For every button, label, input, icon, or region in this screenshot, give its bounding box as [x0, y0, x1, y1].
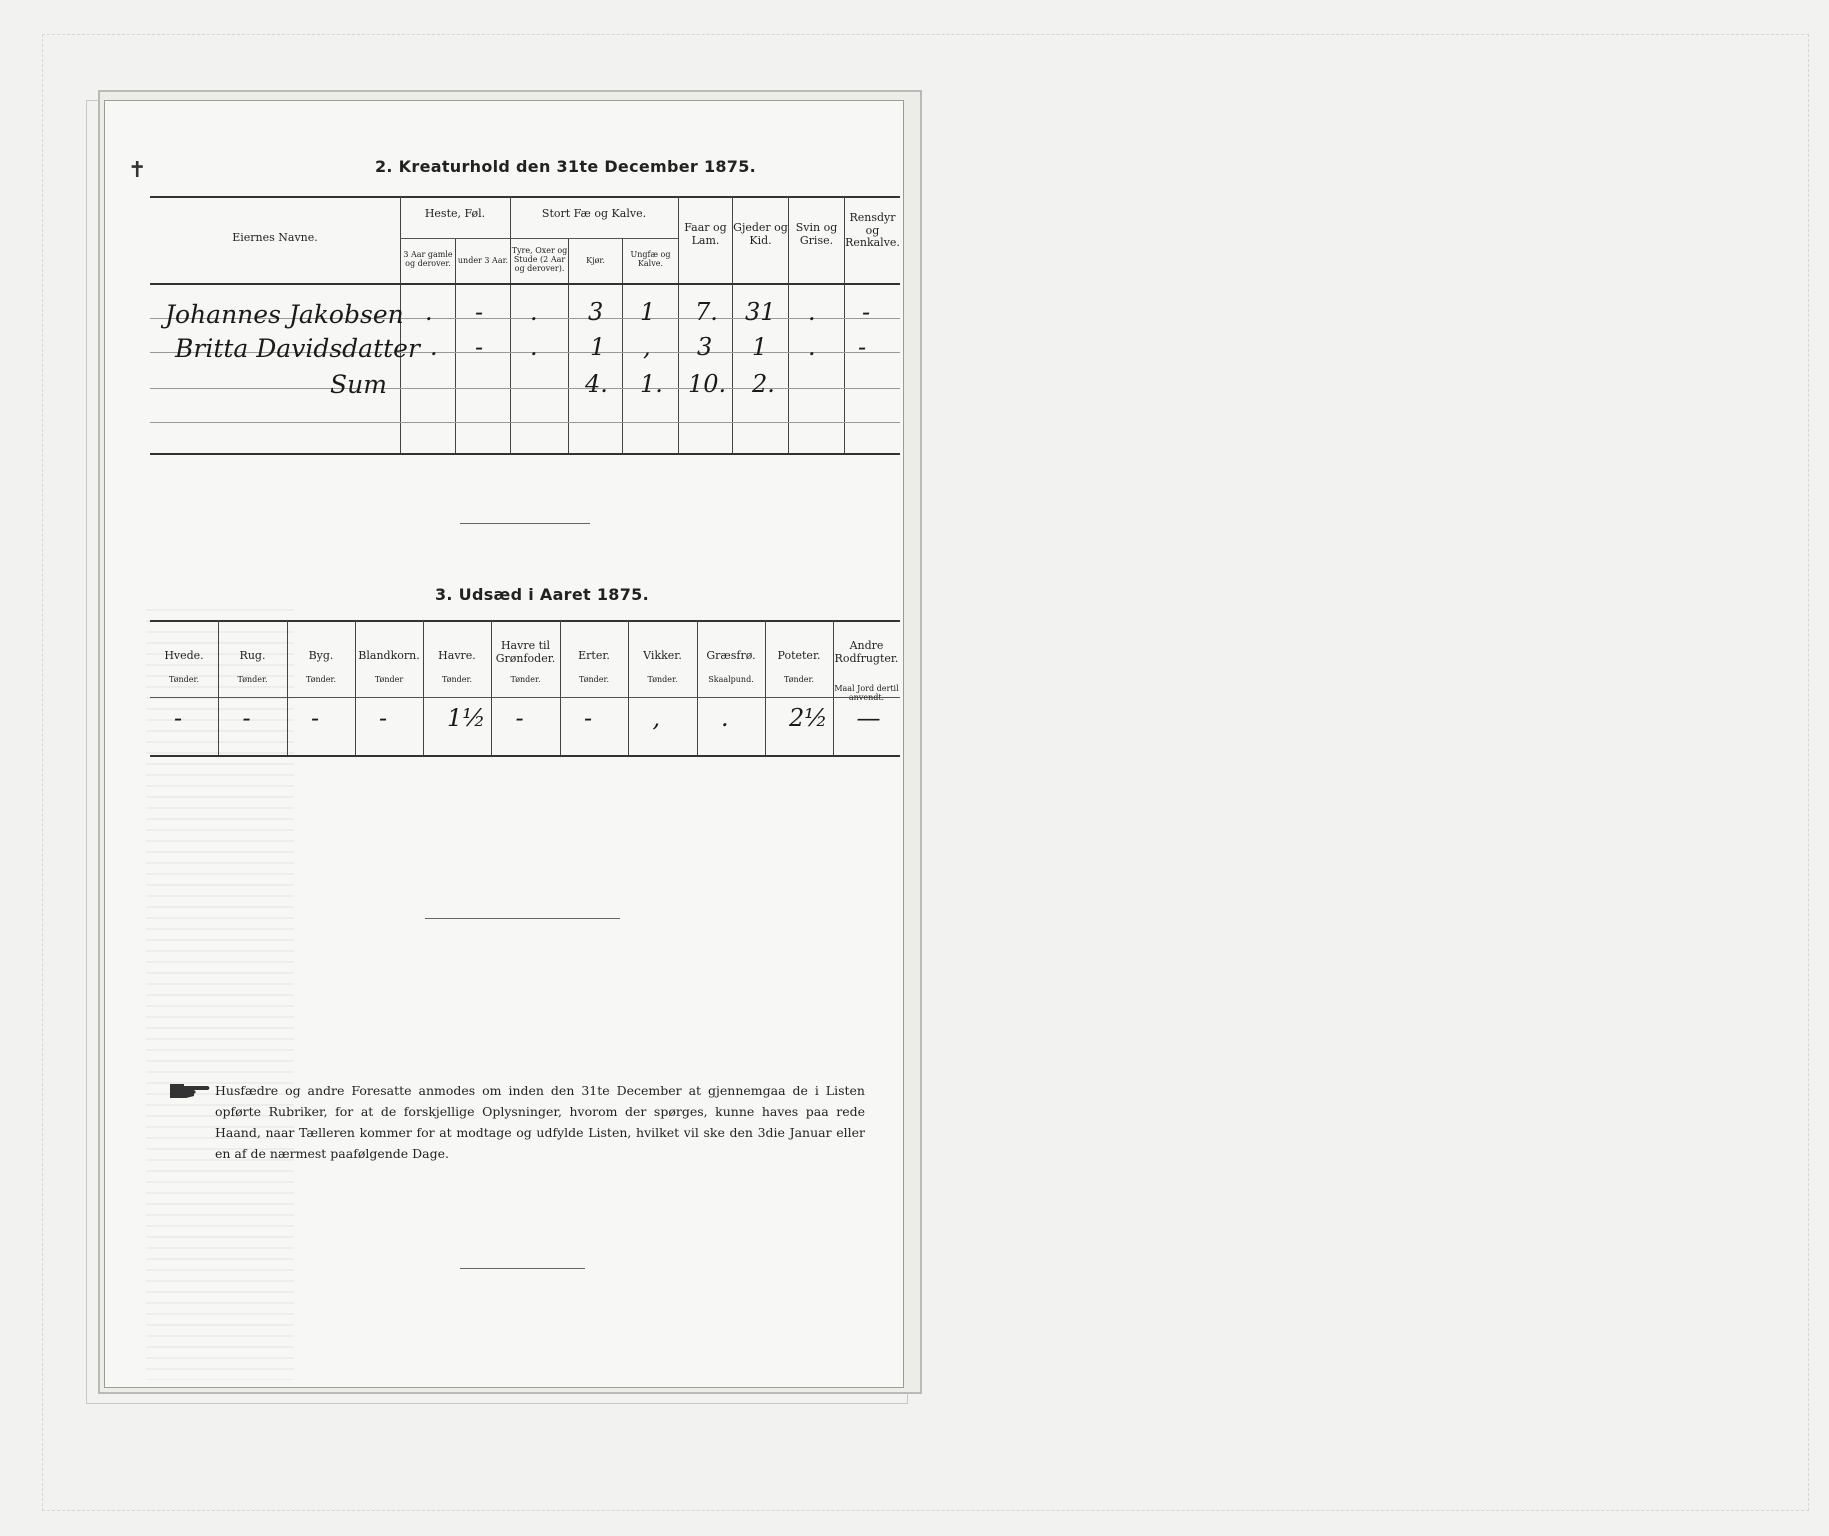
- seed-value: 2½: [789, 704, 828, 732]
- owner-name: Johannes Jakobsen: [165, 300, 404, 329]
- seed-col-unit: Tønder.: [783, 675, 815, 684]
- col-divider: [287, 620, 288, 755]
- cell-value: 31: [745, 298, 776, 326]
- col-divider: [423, 620, 424, 755]
- cell-value: 3: [697, 333, 713, 361]
- cell-value: 1: [640, 298, 656, 326]
- seed-col-header: Rug.: [239, 649, 266, 662]
- reindeer-header: Rensdyr og Renkalve.: [845, 211, 900, 250]
- row-rule: [150, 422, 900, 423]
- bleed-through-text: [146, 600, 294, 1380]
- seed-col-header: Hvede.: [164, 649, 204, 662]
- col-divider: [628, 620, 629, 755]
- seed-col-header: Erter.: [578, 649, 610, 662]
- notice-text: Husfædre og andre Foresatte anmodes om inden den 31te December at gjennemgaa de i Listen opførte Rubriker, for at de forskjellige Oplysninger, hvorom der spørges, kunne haves paa rede Haand, naar Tælleren kommer for at modtage og udfylde Listen, hvilket vil ske den 3die Januar eller en af de nærmest paafølgende Dage.: [215, 1083, 865, 1161]
- seed-col-header: Blandkorn.: [358, 649, 420, 662]
- seed-value: -: [515, 704, 524, 732]
- subheader-rule: [400, 238, 510, 239]
- cell-value: .: [530, 298, 538, 326]
- section3-header-rule: [150, 697, 900, 698]
- sum-label: Sum: [330, 370, 387, 399]
- sum-value: 4.: [585, 370, 608, 398]
- seed-value: -: [242, 704, 251, 732]
- separator: [460, 523, 590, 524]
- seed-value: ,: [652, 704, 661, 732]
- seed-value: -: [584, 704, 593, 732]
- cell-value: -: [475, 298, 484, 326]
- sum-value: 1.: [640, 370, 663, 398]
- seed-col-unit: Tønder.: [647, 675, 678, 684]
- seed-value: -: [174, 704, 183, 732]
- owner-header: Eiernes Navne.: [232, 231, 318, 244]
- seed-col-unit: Tønder.: [578, 675, 610, 684]
- section2-title: 2. Kreaturhold den 31te December 1875.: [375, 157, 757, 176]
- cows-header: Kjør.: [586, 256, 605, 265]
- seed-col-unit: Tønder.: [441, 675, 473, 684]
- cell-value: .: [430, 333, 438, 361]
- cell-value: .: [808, 333, 816, 361]
- owner-name: Britta Davidsdatter: [175, 334, 420, 363]
- seed-value: .: [721, 704, 729, 732]
- horses-header: Heste, Føl.: [424, 207, 486, 220]
- col-divider: [355, 620, 356, 755]
- seed-value: —: [856, 704, 881, 732]
- cell-value: -: [475, 333, 484, 361]
- seed-col-unit: Maal Jord dertil anvendt.: [834, 684, 899, 703]
- cell-value: 3: [588, 298, 604, 326]
- goats-header: Gjeder og Kid.: [733, 221, 788, 247]
- cell-value: 7.: [695, 298, 718, 326]
- col-divider: [765, 620, 766, 755]
- horses-under3-header: under 3 Aar.: [457, 256, 509, 265]
- cell-value: .: [530, 333, 538, 361]
- seed-col-unit: Tønder.: [237, 675, 268, 684]
- row-rule: [150, 388, 900, 389]
- seed-col-header: Andre Rodfrugter.: [834, 639, 899, 665]
- seed-col-unit: Tønder.: [305, 675, 337, 684]
- seed-col-header: Byg.: [308, 649, 334, 662]
- cell-value: ,: [643, 333, 651, 361]
- seed-col-unit: Tønder.: [510, 675, 541, 684]
- col-divider: [697, 620, 698, 755]
- seed-col-header: Græsfrø.: [706, 649, 756, 662]
- sum-value: 10.: [688, 370, 727, 398]
- section3-bottom-rule: [150, 755, 900, 757]
- section3-top-rule: [150, 620, 900, 622]
- seed-col-header: Vikker.: [643, 649, 682, 662]
- seed-value: -: [311, 704, 320, 732]
- cell-value: .: [425, 298, 433, 326]
- section3-title: 3. Udsæd i Aaret 1875.: [435, 585, 649, 604]
- cell-value: 1: [590, 333, 606, 361]
- cell-value: 1: [752, 333, 768, 361]
- separator: [425, 918, 620, 919]
- header-bottom-rule: [150, 283, 900, 285]
- seed-value: -: [379, 704, 388, 732]
- seed-value: 1½: [447, 704, 486, 732]
- seed-col-unit: Tønder.: [168, 675, 200, 684]
- cell-value: .: [808, 298, 816, 326]
- young-header: Ungfæ og Kalve.: [630, 250, 671, 269]
- separator: [460, 1268, 585, 1269]
- cell-value: -: [858, 333, 867, 361]
- margin-mark: ✝: [128, 158, 147, 183]
- sheep-header: Faar og Lam.: [684, 221, 727, 247]
- cell-value: -: [862, 298, 871, 326]
- seed-col-unit: Skaalpund.: [708, 675, 754, 684]
- col-divider: [560, 620, 561, 755]
- col-divider: [218, 620, 219, 755]
- horses-3plus-header: 3 Aar gamle og derover.: [403, 250, 453, 269]
- cattle-header: Stort Fæ og Kalve.: [541, 207, 647, 220]
- subheader-rule: [510, 238, 678, 239]
- seed-col-unit: Tønder: [374, 675, 404, 684]
- col-divider: [510, 196, 511, 454]
- seed-col-header: Havre.: [438, 649, 476, 662]
- section2-bottom-rule: [150, 453, 900, 455]
- bulls-header: Tyre, Oxer og Stude (2 Aar og derover).: [511, 246, 568, 274]
- sum-value: 2.: [752, 370, 775, 398]
- pointing-hand-icon: [168, 1080, 212, 1102]
- seed-col-header: Poteter.: [777, 649, 821, 662]
- pigs-header: Svin og Grise.: [795, 221, 838, 247]
- seed-col-header: Havre til Grønfoder.: [495, 639, 556, 665]
